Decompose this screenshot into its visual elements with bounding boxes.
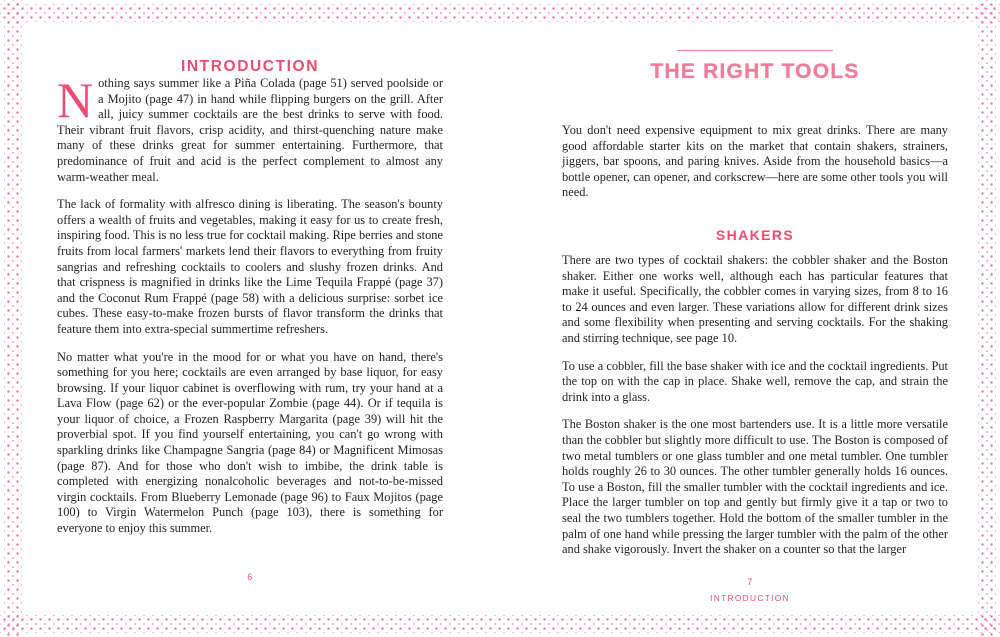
right-text-column bbox=[562, 40, 948, 570]
paragraph-shakers-3: The Boston shaker is the one most bartenders use. It is a little more versatile than the cobbler but slightly more difficult to use. The Boston is composed of two metal tumblers or one glass tumbler and one metal tumbler. One tumbler holds roughly 26 to 30 ounces. The other tumbler generally holds 16 ounces. To use a Boston, fill the smaller tumbler with the cocktail ingredients and ice. Place the larger tumbler on top and gently but firmly give it a tap or two to seal the two tumblers together. Hold the bottom of the smaller tumbler in the palm of one hand while pressing the larger tumbler with the palm of the other and shake vigorously. Invert the shaker on a counter so that the larger bbox=[562, 417, 948, 557]
paragraph-shakers-2: To use a cobbler, fill the base shaker with ice and the cocktail ingredients. Put the top on with the cap in place. Shake well, remove the cap, and strain the drink into a glass. bbox=[562, 358, 948, 404]
title-rule bbox=[677, 50, 833, 51]
folio-left bbox=[0, 572, 500, 582]
paragraph-intro-2: The lack of formality with alfresco dining is liberating. The season's bounty offers a wealth of fruits and vegetables, making it easy for us to create fresh, inspiring food. This is no less true for cocktail making. Ripe berries and stone fruits from local farmers' markets lend their flavors to everything from fruity sangrias and refreshing cocktails to coolers and slushy frozen drinks. And that crispness is magnified in drinks like the Lime Tequila Frappé (page 37) and the Coconut Rum Frappé (page 58) with a delicious surprise: sorbet ice cubes. These easy-to-make frozen bursts of flavor transform the drinks that feature them into extra-special summertime refreshers. bbox=[57, 197, 443, 336]
paragraph-shakers-1: There are two types of cocktail shakers: the cobbler shaker and the Boston shaker. Either one works well, although each has particular features that make it useful. Specifically, the cobbler comes in varying sizes, from 8 to 16 to 24 ounces and even larger. These variations allow for different drink sizes and some flexibility when presenting and serving cocktails. For the shaking and stirring technique, see page 10. bbox=[562, 253, 948, 346]
drop-cap: N bbox=[57, 72, 94, 128]
page-number: 7 bbox=[747, 577, 753, 587]
page-number: 6 bbox=[247, 572, 253, 582]
page-title: INTRODUCTION bbox=[180, 58, 320, 75]
subsection-heading: SHAKERS bbox=[715, 227, 795, 244]
paragraph-intro-3: No matter what you're in the mood for or what you have on hand, there's something for you here; cocktails are even arranged by base liquor, for easy browsing. If your liquor cabinet is overflowing with rum, try your hand at a Lava Flow (page 62) or the ever-popular Zombie (page 44). Or if tequila is your liquor of choice, a Frozen Raspberry Margarita (page 39) will hit the proverbial spot. If you find yourself entertaining, you can't go wrong with sparkling drinks like Champagne Sangria (page 84) or Magnificent Mimosas (page 87). And for those who don't wish to imbibe, the drink table is completed with energizing nonalcoholic beverages and not-to-be-missed virgin cocktails. From Blueberry Lemonade (page 96) to Faux Mojitos (page 100) to Virgin Watermelon Punch (page 103), there is something for everyone to enjoy this summer. bbox=[57, 349, 443, 536]
running-head: INTRODUCTION bbox=[710, 593, 790, 603]
page-right bbox=[500, 0, 1000, 637]
paragraph-intro-1 bbox=[57, 72, 443, 185]
paragraph-tools-intro: You don't need expensive equipment to mix great drinks. There are many good affordable starter kits on the market that contain shakers, strainers, jiggers, bar spoons, and paring knives. Aside from the household basics—a bottle opener, can opener, and corkscrew—here are some other tools you will need. bbox=[562, 123, 948, 200]
chapter-title-block bbox=[562, 50, 948, 83]
left-text-column bbox=[57, 40, 443, 549]
folio-right bbox=[500, 577, 1000, 603]
chapter-title: THE RIGHT TOOLS bbox=[650, 60, 860, 83]
paragraph-text: othing says summer like a Piña Colada (page 51) served poolside or a Mojito (page 47) in hand while flipping burgers on the grill. After all, juicy summer cocktails are the best drinks to serve with food. Their vibrant fruit flavors, crisp acidity, and thirst-quenching nature make many of these drinks great for summer entertaining. Furthermore, that predominance of fruit and acid is the perfect complement to almost any warm-weather meal. bbox=[57, 76, 443, 184]
